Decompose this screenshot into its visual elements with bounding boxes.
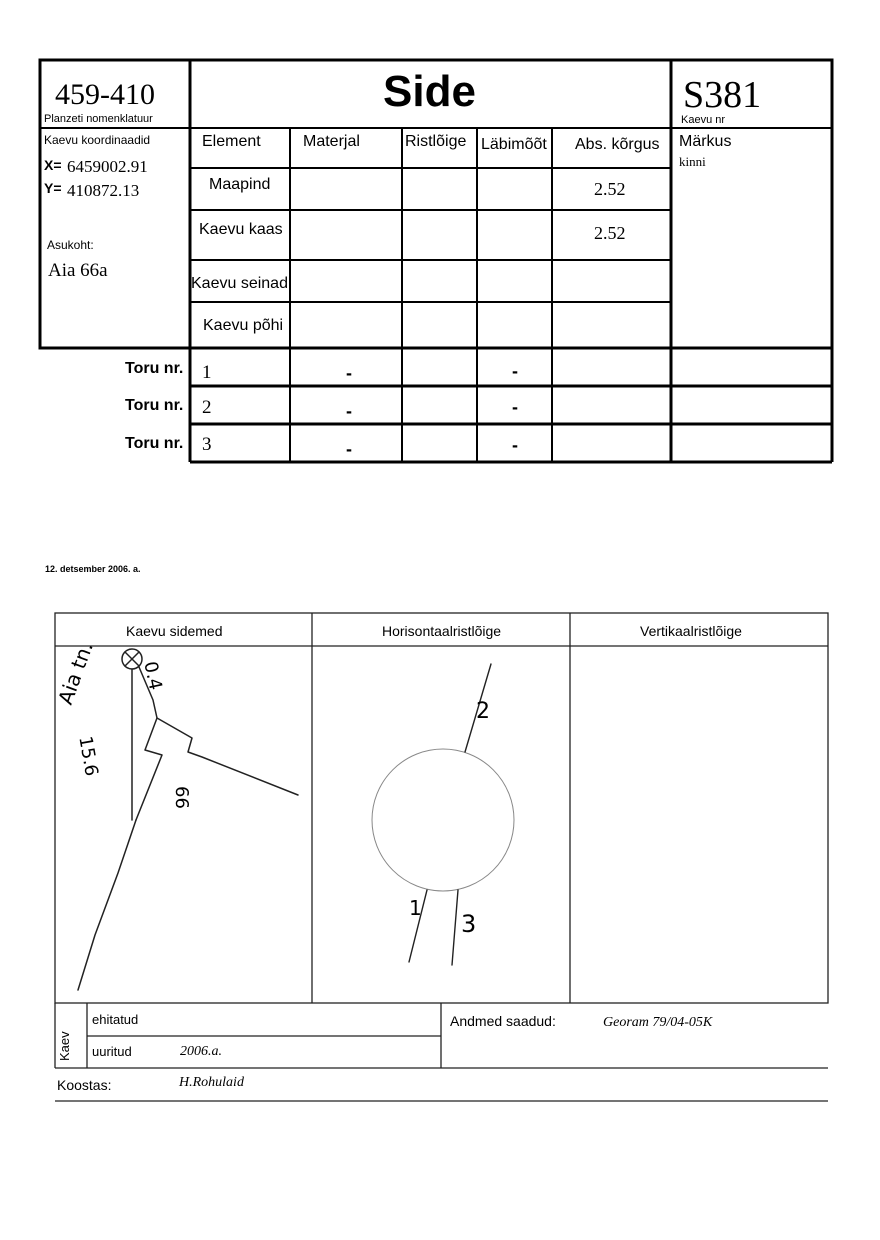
source-label: Andmed saadud: [450, 1013, 556, 1029]
pipe-diameter: - [512, 397, 518, 417]
surveyed-label: uuritud [92, 1044, 132, 1059]
nomenclature-value: 459-410 [55, 78, 155, 111]
pipe-number: 3 [202, 434, 212, 455]
well-circle [372, 749, 514, 891]
distance-note: 0.4 [139, 659, 166, 692]
pipe-diameter: - [512, 435, 518, 455]
row-element: Maapind [209, 176, 271, 193]
row-abs-height: 2.52 [594, 223, 626, 243]
pipe-material: - [346, 439, 352, 459]
pipe1-marker: 1 [409, 896, 422, 920]
well-number-label: Kaevu nr [681, 114, 726, 126]
x-label: X= [44, 157, 62, 173]
built-label: ehitatud [92, 1012, 139, 1027]
well-number-value: S381 [683, 74, 762, 116]
remark-value: kinni [679, 154, 706, 169]
distance-note: 15.6 [74, 734, 102, 778]
y-value: 410872.13 [67, 181, 140, 200]
well-side-label: Kaev [57, 1031, 72, 1061]
document-date: 12. detsember 2006. a. [45, 564, 141, 574]
col-material: Materjal [303, 133, 360, 150]
author-label: Koostas: [57, 1077, 112, 1093]
row-element: Kaevu põhi [203, 317, 284, 334]
pipe-number: 2 [202, 397, 212, 418]
col-cross-section: Ristlõige [405, 133, 467, 150]
row-abs-height: 2.52 [594, 179, 626, 199]
col-well-ties: Kaevu sidemed [126, 623, 223, 639]
col-horizontal-section: Horisontaalristlõige [382, 623, 502, 639]
location-label: Asukoht: [47, 238, 94, 252]
x-value: 6459002.91 [67, 157, 148, 176]
col-remark: Märkus [679, 133, 732, 150]
pipe3-marker: 3 [461, 910, 477, 938]
pipe2-marker: 2 [476, 699, 490, 724]
house-number-note: 66 [171, 786, 192, 809]
coordinates-label: Kaevu koordinaadid [44, 133, 151, 147]
y-label: Y= [44, 180, 62, 196]
col-abs-height: Abs. kõrgus [575, 136, 660, 153]
pipe-label: Toru nr. [125, 397, 184, 414]
nomenclature-label: Planzeti nomenklatuur [44, 113, 153, 125]
pipe-diameter: - [512, 361, 518, 381]
pipe-material: - [346, 401, 352, 421]
author-value: H.Rohulaid [179, 1075, 244, 1090]
pipe-label: Toru nr. [125, 435, 184, 452]
surveyed-value: 2006.a. [180, 1044, 222, 1059]
col-diameter: Läbimõõt [481, 136, 547, 153]
source-value: Georam 79/04-05K [603, 1015, 713, 1030]
row-element: Kaevu kaas [199, 221, 283, 238]
pipe-label: Toru nr. [125, 360, 184, 377]
location-value: Aia 66a [48, 260, 108, 281]
col-element: Element [202, 133, 261, 150]
pipe-number: 1 [202, 362, 212, 383]
page-title: Side [383, 67, 476, 116]
col-vertical-section: Vertikaalristlõige [640, 623, 742, 639]
street-note: Aia tn. [53, 638, 98, 708]
pipe-material: - [346, 363, 352, 383]
row-element: Kaevu seinad [191, 275, 288, 292]
